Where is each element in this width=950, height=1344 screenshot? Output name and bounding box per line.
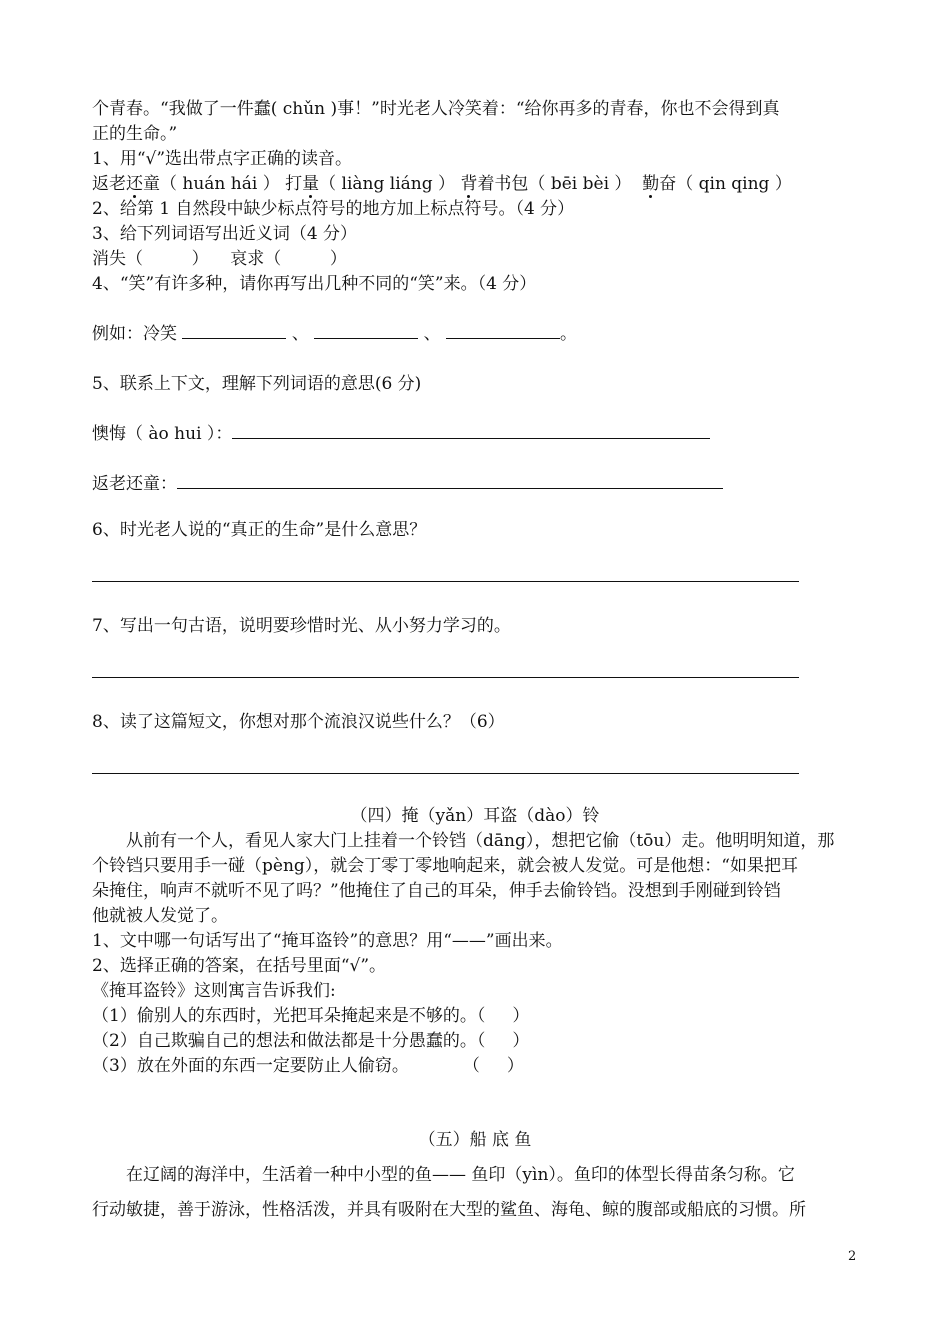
question-1-items: 返老还童（ huán hái ） 打量（ liàng liáng ） 背着书包（ bēi bèi ） 勤奋（ qin qing ） xyxy=(92,174,792,194)
question-4-example: 例如：冷笑 、 、 。 xyxy=(92,324,578,344)
question-4: 4、“笑”有许多种，请你再写出几种不同的“笑”来。（4 分） xyxy=(92,274,537,294)
answer-line[interactable] xyxy=(92,677,799,678)
section-4-paragraph-line: 他就被人发觉了。 xyxy=(92,906,228,926)
section-4-question-stem: 《掩耳盗铃》这则寓言告诉我们: xyxy=(92,981,336,1001)
question-7: 7、写出一句古语，说明要珍惜时光、从小努力学习的。 xyxy=(92,616,511,636)
section-4-paragraph-line: 从前有一个人，看见人家大门上挂着一个铃铛（dāng），想把它偷（tōu）走。他明明知道，那 xyxy=(126,831,835,851)
section-5-paragraph-line: 行动敏捷，善于游泳，性格活泼，并具有吸附在大型的鲨鱼、海龟、鲸的腹部或船底的习惯。所 xyxy=(92,1200,806,1220)
section-5-title: （五）船 底 鱼 xyxy=(418,1130,532,1150)
dotted-char: 量 xyxy=(302,174,320,194)
section-4-paragraph-line: 朵掩住，响声不就听不见了吗？”他掩住了自己的耳朵，伸手去偷铃铛。没想到手刚碰到铃铛 xyxy=(92,881,781,901)
section-5-paragraph-line: 在辽阔的海洋中，生活着一种中小型的鱼—— 鱼印（yìn）。鱼印的体型长得苗条匀称。它 xyxy=(126,1165,795,1185)
section-4-option-1[interactable]: （1）偷别人的东西时，光把耳朵掩起来是不够的。（ ） xyxy=(92,1006,530,1026)
answer-blank[interactable] xyxy=(182,324,286,339)
question-1: 1、用“√”选出带点字正确的读音。 xyxy=(92,149,353,169)
answer-blank[interactable] xyxy=(232,424,710,439)
question-5: 5、联系上下文，理解下列词语的意思(6 分) xyxy=(92,374,422,394)
question-2: 2、给第 1 自然段中缺少标点符号的地方加上标点符号。（4 分） xyxy=(92,199,575,219)
section-4-question-2: 2、选择正确的答案，在括号里面“√”。 xyxy=(92,956,387,976)
answer-blank[interactable] xyxy=(446,324,560,339)
answer-line[interactable] xyxy=(92,773,799,774)
section-4-question-1: 1、文中哪一句话写出了“掩耳盗铃”的意思？用“——”画出来。 xyxy=(92,931,563,951)
text-line: 个青春。“我做了一件蠢( chǔn )事！”时光老人冷笑着：“给你再多的青春，你也不会得到真 xyxy=(92,99,780,119)
section-4-title: （四）掩（yǎn）耳盗（dào）铃 xyxy=(350,806,600,826)
dotted-char: 勤 xyxy=(642,174,660,194)
section-4-option-3[interactable]: （3）放在外面的东西一定要防止人偷窃。 （ ） xyxy=(92,1056,524,1076)
text-line: 正的生命。” xyxy=(92,124,178,144)
answer-blank[interactable] xyxy=(177,474,723,489)
question-5-word-1: 懊悔（ ào hui ）： xyxy=(92,423,710,445)
section-4-option-2[interactable]: （2）自己欺骗自己的想法和做法都是十分愚蠢的。（ ） xyxy=(92,1031,530,1051)
question-3-words: 消失（ ） 哀求（ ） xyxy=(92,249,347,269)
page-number: 2 xyxy=(848,1249,857,1264)
question-8: 8、读了这篇短文，你想对那个流浪汉说些什么？（6） xyxy=(92,712,505,732)
dotted-char: 背 xyxy=(460,174,478,194)
question-3: 3、给下列词语写出近义词（4 分） xyxy=(92,224,358,244)
question-5-word-2: 返老还童： xyxy=(92,473,723,495)
question-6: 6、时光老人说的“真正的生命”是什么意思？ xyxy=(92,520,427,540)
answer-line[interactable] xyxy=(92,581,799,582)
dotted-char: 还 xyxy=(126,174,143,194)
answer-blank[interactable] xyxy=(314,324,418,339)
section-4-paragraph-line: 个铃铛只要用手一碰（pèng），就会丁零丁零地响起来，就会被人发觉。可是他想：“如果把耳 xyxy=(92,856,798,876)
